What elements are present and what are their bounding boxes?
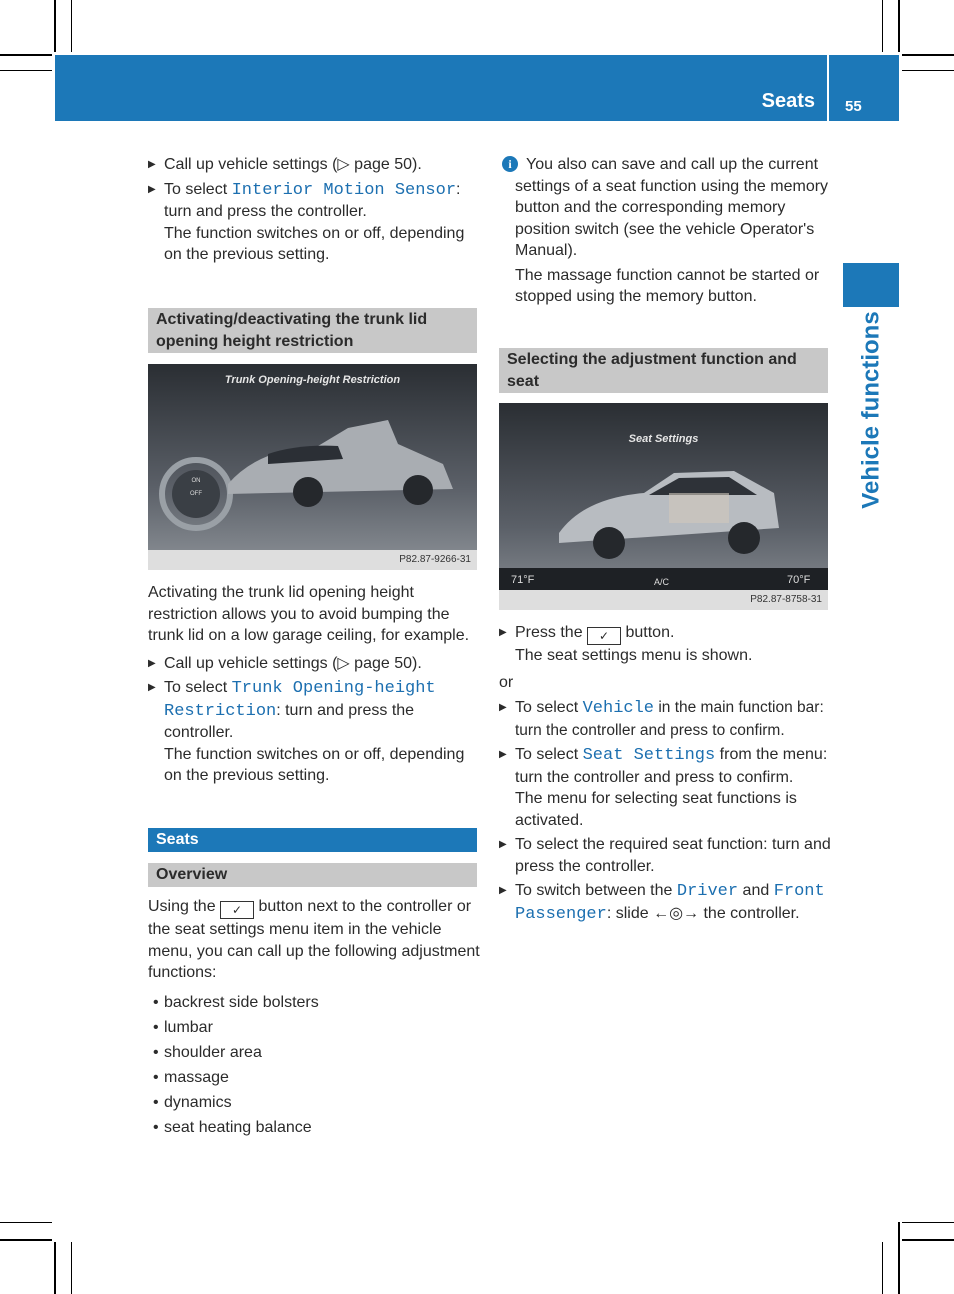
chapter-label: Vehicle functions (857, 311, 885, 509)
info-note (499, 154, 829, 308)
step-text: To select (164, 679, 232, 696)
step-text: from the menu: turn the controller and press to confirm. (515, 746, 828, 786)
car-illustration (499, 403, 828, 590)
overview-text: button next to the controller or the seat settings menu item in the vehicle menu, you can call up the following adjustment functions: (148, 898, 480, 981)
step-select-vehicle (499, 697, 831, 741)
list-item: • backrest side bolsters (148, 992, 480, 1014)
list-item: • dynamics (148, 1092, 480, 1114)
svg-text:ON: ON (191, 478, 201, 484)
step-call-settings-2: ▶ Call up vehicle settings (▷ page 50). (148, 653, 478, 675)
menu-item-interior-motion-sensor: Interior Motion Sensor (231, 180, 457, 200)
crop-mark (0, 1222, 52, 1223)
seat-button-icon: ✓ (587, 627, 621, 645)
list-item: • shoulder area (148, 1042, 480, 1064)
section-heading-trunk: Activating/deactivating the trunk lid opening height restriction (148, 308, 477, 353)
step-switch-seat (499, 880, 831, 925)
crop-mark (898, 1222, 900, 1294)
step-text: : turn and press the controller. (164, 180, 461, 220)
step-text: : turn and press the controller. (164, 701, 415, 741)
overview-body (148, 896, 480, 1138)
step-text: : slide ←◎→ the controller. (606, 904, 800, 922)
svg-text:OFF: OFF (190, 491, 202, 497)
page-number: 55 (845, 98, 862, 115)
or-label: or (499, 673, 514, 691)
step-result-activated: The menu for selecting seat functions is activated. (515, 790, 797, 829)
header-title: Seats (761, 90, 815, 112)
crop-mark (902, 1239, 954, 1241)
info-text-2: The massage function cannot be started or stopped using the memory button. (515, 266, 820, 305)
header-divider (827, 55, 829, 121)
step-text: To select (515, 699, 583, 716)
image-code: P82.87-8758-31 (499, 590, 828, 610)
adjustment-list (148, 992, 480, 1139)
list-item: • seat heating balance (148, 1117, 480, 1139)
crop-mark (71, 0, 72, 52)
step-text: To switch between the (515, 882, 677, 899)
section-heading-adjustment: Selecting the adjustment function and seat (499, 348, 828, 393)
menu-item-trunk-opening-height: Trunk Opening-height Restriction (164, 679, 436, 721)
menu-item-front-passenger: Front Passenger (515, 882, 825, 924)
crop-mark (902, 54, 954, 56)
info-text-1: You also can save and call up the current settings of a seat function using the memory button and the corresponding memory position switch (see the vehicle Operator's Manual). (515, 156, 829, 259)
svg-text:A/C: A/C (654, 577, 670, 587)
step-text: To select (164, 180, 232, 198)
crop-mark (902, 1222, 954, 1223)
step-select-seat-settings (499, 744, 831, 788)
step-press-seat-button (499, 622, 831, 645)
svg-text:70°F: 70°F (787, 574, 811, 586)
crop-mark (0, 54, 52, 56)
step-text: in the main function bar: turn the controller and press to confirm. (515, 699, 824, 739)
crop-mark (54, 1242, 56, 1294)
image-code: P82.87-9266-31 (148, 550, 477, 570)
step-select-sensor (148, 179, 478, 223)
crop-mark (54, 0, 56, 52)
left-column-mid (148, 582, 478, 787)
section-heading-seats: Seats (148, 828, 477, 852)
right-steps (499, 622, 831, 925)
overview-paragraph (148, 896, 480, 984)
intro-paragraph: Activating the trunk lid opening height restriction allows you to avoid bumping the trunk lid on a low garage ceiling, for example. (148, 584, 470, 644)
list-item: • massage (148, 1067, 480, 1089)
step-select-function: ▶ To select the required seat function: turn and press the controller. (499, 834, 831, 877)
crop-mark (882, 1242, 883, 1294)
seat-settings-image (499, 403, 828, 610)
step-result-menu: The seat settings menu is shown. (515, 647, 753, 664)
menu-item-vehicle: Vehicle (582, 699, 655, 718)
step-result-2: The function switches on or off, depending on the previous setting. (164, 745, 465, 784)
crop-mark (0, 1239, 52, 1241)
info-icon: i (502, 156, 518, 172)
step-text: To select (515, 746, 583, 763)
step-text: Press the (515, 624, 588, 641)
subsection-heading-overview: Overview (148, 863, 477, 887)
car-illustration (148, 364, 477, 550)
step-call-settings: ▶ Call up vehicle settings (▷ page 50). (148, 154, 478, 176)
step-text: button. (621, 624, 675, 641)
page-header (55, 55, 899, 121)
menu-item-seat-settings: Seat Settings (582, 746, 716, 765)
crop-mark (71, 1242, 72, 1294)
list-item: • lumbar (148, 1017, 480, 1039)
step-result: The function switches on or off, depending on the previous setting. (164, 224, 465, 263)
overview-text: Using the (148, 898, 221, 915)
step-select-trunk (148, 677, 478, 744)
crop-mark (0, 70, 52, 71)
crop-mark (882, 0, 883, 52)
image-title: Trunk Opening-height Restriction (224, 374, 401, 386)
menu-item-driver: Driver (676, 882, 739, 901)
svg-text:71°F: 71°F (511, 574, 535, 586)
chapter-tab (843, 263, 899, 307)
trunk-restriction-image (148, 364, 477, 570)
left-column (148, 154, 478, 266)
image-title: Seat Settings (628, 433, 699, 445)
seat-button-icon: ✓ (220, 901, 254, 919)
crop-mark (898, 0, 900, 52)
step-text: and (738, 882, 774, 899)
crop-mark (902, 70, 954, 71)
